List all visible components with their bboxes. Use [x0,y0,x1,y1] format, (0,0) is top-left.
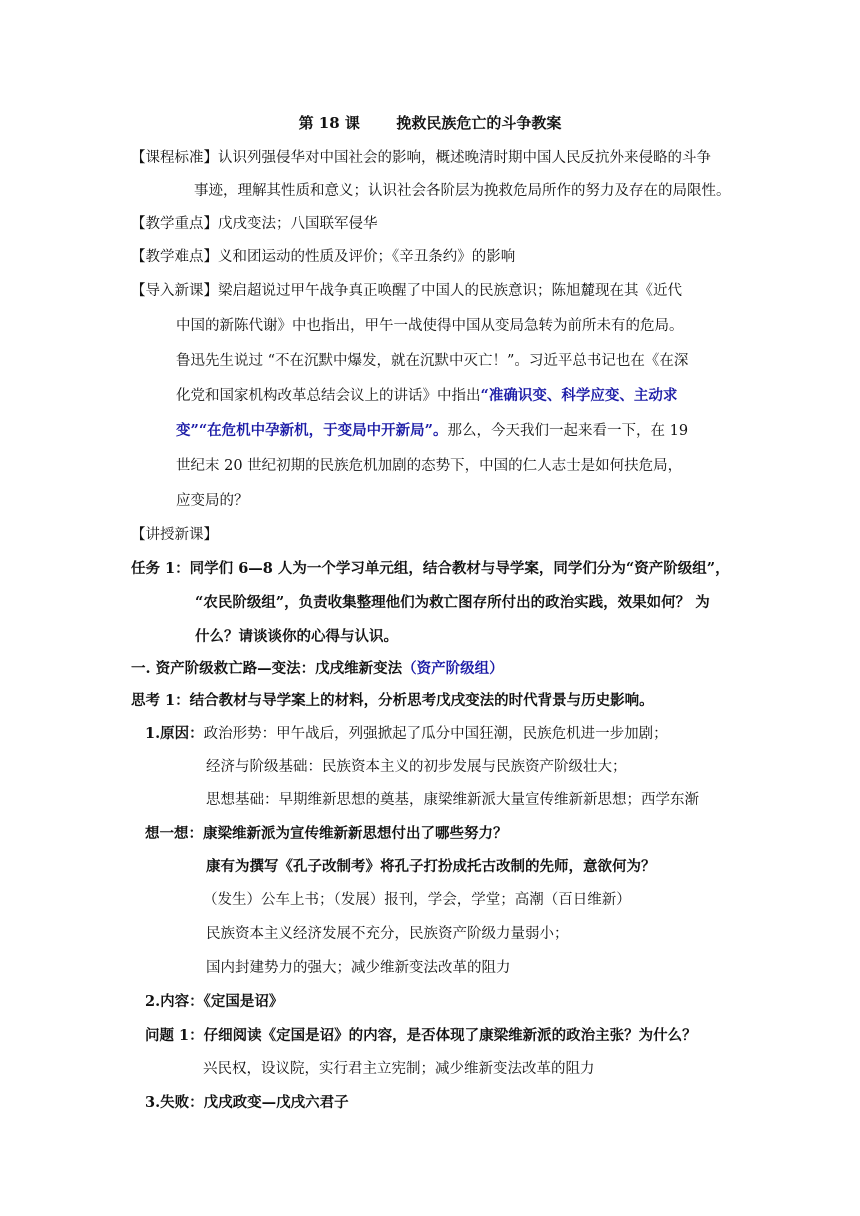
intro-text-2: 中国的新陈代谢》中也指出，甲午一战使得中国从变局急转为前所未有的危局。 [176,318,684,334]
think1-text: 思考 1：结合教材与导学案上的材料，分析思考戊戌变法的时代背景与历史影响。 [131,692,654,709]
think-about-answer-1: （发生）公车上书；（发展）报刊，学会，学堂；高潮（百日维新） [203,892,631,908]
content-heading: 2.内容：《定国是诏》 [145,993,284,1010]
think-about-question-2: 康有为撰写《孔子改制考》将孔子打扮成托古改制的先师，意欲何为？ [206,858,656,875]
section1-heading-line [131,659,504,679]
intro-label: 【导入新课】 [131,283,218,299]
intro-text-4a: 化党和国家机构改革总结会议上的讲话》中指出 [176,388,481,404]
section1-heading: 一. 资产阶级救亡路—变法：戊戌维新变法 [131,660,403,677]
intro-quote-2: 变”“在危机中孕新机，于变局中开新局”。 [176,422,448,439]
cause-label: 1.原因： [145,725,204,742]
key-points-text: 戊戌变法；八国联军侵华 [218,216,378,232]
task1-label: 任务 1： [131,560,190,577]
think-about-question-1: 想一想：康梁维新派为宣传维新新思想付出了哪些努力？ [145,825,508,842]
think-about-answer-2: 民族资本主义经济发展不充分，民族资产阶级力量弱小； [206,926,569,942]
intro-text-5b: 那么，今天我们一起来看一下，在 19 [447,423,689,439]
cause-political: 政治形势：甲午战后，列强掀起了瓜分中国狂潮，民族危机进一步加剧； [203,726,668,742]
difficult-points-line [131,247,515,267]
failure-heading: 3.失败：戊戌政变—戊戌六君子 [145,1094,349,1111]
intro-quote-1: “准确识变、科学应变、主动求 [480,387,678,404]
page-title: 第 18 课 挽救民族危亡的斗争教案 [298,114,562,132]
content-question: 问题 1：仔细阅读《定国是诏》的内容，是否体现了康梁维新派的政治主张？为什么？ [145,1027,697,1044]
intro-text-3: 鲁迅先生说过 “不在沉默中爆发，就在沉默中灭亡！”。习近平总书记也在《在深 [176,353,689,369]
key-points-line [131,214,378,234]
difficult-points-text: 义和团运动的性质及评价；《辛丑条约》的影响 [218,249,516,265]
cause-ideological: 思想基础：早期维新思想的奠基，康梁维新派大量宣传维新新思想；西学东渐 [206,792,699,808]
task1-text-1: 同学们 6—8 人为一个学习单元组，结合教材与导学案，同学们分为“资产阶级组”， [189,560,730,577]
intro-line-5 [176,421,688,441]
intro-line-4 [176,386,677,406]
standard-text-1: 认识列强侵华对中国社会的影响，概述晚清时期中国人民反抗外来侵略的斗争 [218,150,711,166]
intro-text-7: 应变局的？ [176,493,249,509]
lecture-label: 【讲授新课】 [131,527,218,543]
difficult-points-label: 【教学难点】 [131,249,218,265]
intro-line-1 [131,281,682,301]
standard-label: 【课程标准】 [131,150,218,166]
section1-group: （资产阶级组） [402,660,504,677]
intro-text-6: 世纪末 20 世纪初期的民族危机加剧的态势下，中国的仁人志士是如何扶危局， [176,458,683,474]
task1-line-1 [131,559,730,579]
standard-line-1 [131,148,711,168]
standard-text-2: 事迹，理解其性质和意义；认识社会各阶层为挽救危局所作的努力及存在的局限性。 [194,183,731,199]
task1-text-3: 什么？请谈谈你的心得与认识。 [195,628,398,645]
content-answer: 兴民权，设议院，实行君主立宪制；减少维新变法改革的阻力 [203,1061,595,1077]
think-about-answer-3: 国内封建势力的强大；减少维新变法改革的阻力 [206,960,511,976]
cause-economic: 经济与阶级基础：民族资本主义的初步发展与民族资产阶级壮大； [206,759,627,775]
key-points-label: 【教学重点】 [131,216,218,232]
task1-text-2: “农民阶级组”，负责收集整理他们为救亡图存所付出的政治实践，效果如何？ 为 [195,594,710,611]
intro-text-1: 梁启超说过甲午战争真正唤醒了中国人的民族意识；陈旭麓现在其《近代 [218,283,682,299]
cause-line-1 [145,724,668,744]
